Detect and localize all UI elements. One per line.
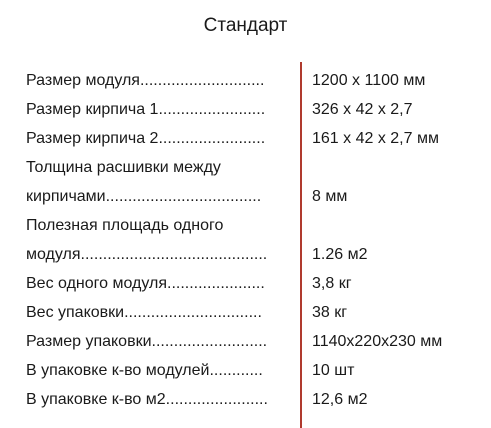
spec-row-package-weight bbox=[26, 298, 476, 327]
spec-label-line-2: кирпичами................................... bbox=[26, 188, 262, 205]
spec-row-brick-size-2 bbox=[26, 124, 476, 153]
spec-label: Размер упаковки.......................... bbox=[26, 333, 268, 350]
spec-value: 10 шт bbox=[312, 362, 355, 379]
spec-row-modules-per-package bbox=[26, 356, 476, 385]
spec-row-brick-size-1 bbox=[26, 95, 476, 124]
spec-label: Вес упаковки............................... bbox=[26, 304, 262, 321]
spec-value: 38 кг bbox=[312, 304, 348, 321]
spec-label-line-1: Толщина расшивки между bbox=[26, 159, 221, 176]
spec-label-line-1: Полезная площадь одного bbox=[26, 217, 224, 234]
spec-value: 8 мм bbox=[312, 188, 348, 205]
spec-row-area-per-package bbox=[26, 385, 476, 414]
spec-value: 3,8 кг bbox=[312, 275, 352, 292]
page-title: Стандарт bbox=[203, 15, 288, 36]
spec-row-module-weight bbox=[26, 269, 476, 298]
spec-value: 326 х 42 х 2,7 bbox=[312, 101, 413, 118]
spec-row-useful-area bbox=[26, 211, 476, 269]
spec-row-module-size bbox=[26, 66, 476, 95]
spec-row-package-size bbox=[26, 327, 476, 356]
spec-value: 1200 х 1100 мм bbox=[312, 72, 426, 89]
spec-value: 1.26 м2 bbox=[312, 246, 368, 263]
spec-value: 161 х 42 х 2,7 мм bbox=[312, 130, 439, 147]
spec-value: 1140х220х230 мм bbox=[312, 333, 443, 350]
spec-label: В упаковке к-во модулей............ bbox=[26, 362, 263, 379]
spec-label: Размер модуля............................ bbox=[26, 72, 265, 89]
spec-label: В упаковке к-во м2....................... bbox=[26, 391, 268, 408]
spec-label: Размер кирпича 1........................ bbox=[26, 101, 266, 118]
spec-label bbox=[26, 153, 300, 211]
spec-row-joint-thickness bbox=[26, 153, 476, 211]
spec-label-line-2: модуля.......................................... bbox=[26, 246, 268, 263]
spec-label: Размер кирпича 2........................ bbox=[26, 130, 266, 147]
spec-label: Вес одного модуля...................... bbox=[26, 275, 265, 292]
spec-value: 12,6 м2 bbox=[312, 391, 368, 408]
spec-table bbox=[26, 66, 476, 414]
spec-label bbox=[26, 211, 300, 269]
